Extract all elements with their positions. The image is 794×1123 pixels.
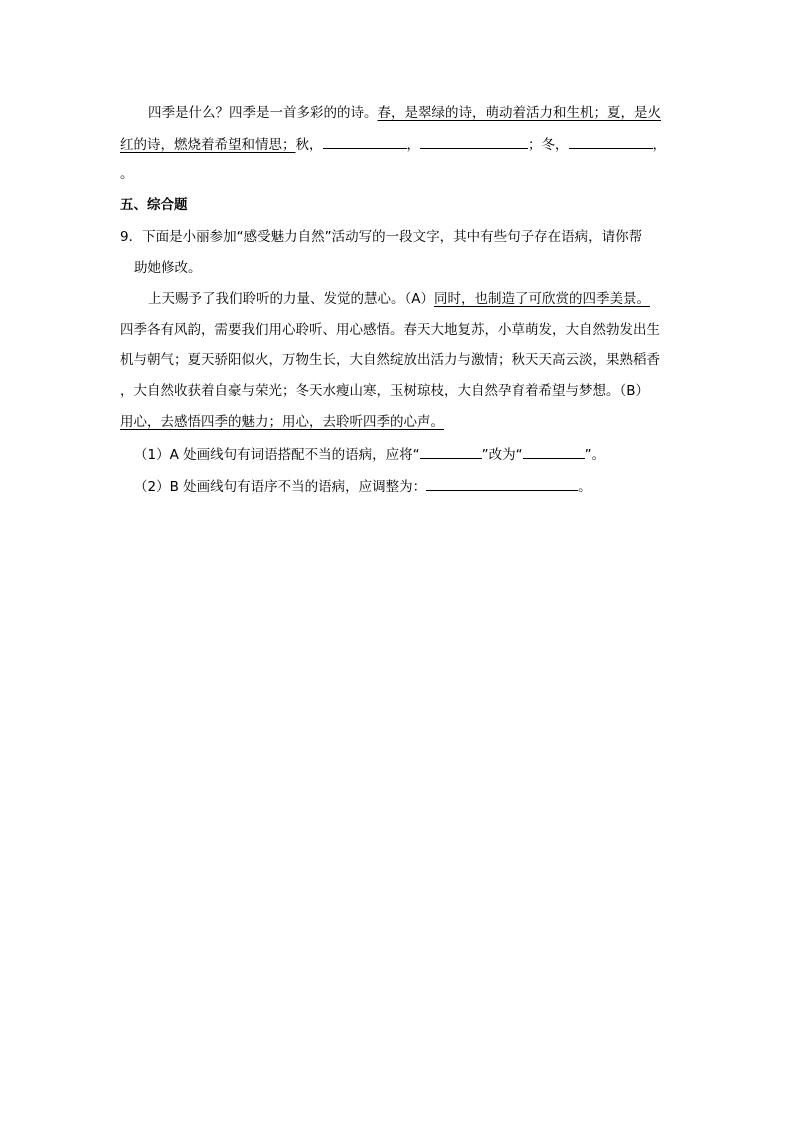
winter-blank[interactable] xyxy=(569,134,653,149)
sub2-lead: （2）B 处画线句有语序不当的语病，应调整为： xyxy=(134,479,427,495)
sub2-end: 。 xyxy=(578,479,592,495)
sub1-blank-original[interactable] xyxy=(420,444,482,459)
autumn-blank-2[interactable] xyxy=(420,134,528,149)
question-9-line-1 xyxy=(120,227,642,247)
sub1-end: ”。 xyxy=(584,447,606,463)
sub1-mid: ”改为“ xyxy=(481,447,523,463)
poem-winter-label: ；冬， xyxy=(528,137,569,153)
passage-line-2: 四季各有风韵，需要我们用心聆听、用心感悟。春天大地复苏，小草萌发，大自然勃发出生 xyxy=(120,322,660,338)
poem-comma: ， xyxy=(406,137,420,153)
poem-summer-underlined: 红的诗，燃烧着希望和情思； xyxy=(120,137,296,153)
poem-line-1 xyxy=(148,103,661,123)
poem-line-3 xyxy=(120,164,134,184)
sub1-blank-corrected[interactable] xyxy=(523,444,585,459)
passage-line-3: 机与朝气；夏天骄阳似火，万物生长，大自然绽放出活力与激情；秋天天高云淡，果熟稻香 xyxy=(120,352,660,368)
question-number: 9． xyxy=(120,229,143,245)
sub2-blank[interactable] xyxy=(426,476,578,491)
sentence-b-underlined: 用心，去感悟四季的魅力；用心，去聆听四季的心声。 xyxy=(120,414,444,430)
autumn-blank-1[interactable] xyxy=(323,134,407,149)
passage-lead: 上天赐予了我们聆听的力量、发觉的慧心。（A） xyxy=(148,291,434,307)
section-title: 五、综合题 xyxy=(120,197,188,213)
poem-line2-end: ， xyxy=(652,137,666,153)
question-prompt-2: 助她修改。 xyxy=(134,260,202,276)
poem-line-2 xyxy=(120,134,666,154)
poem-spring-underlined: 春，是翠绿的诗，萌动着活力和生机；夏，是火 xyxy=(377,105,661,121)
sub-question-2 xyxy=(134,476,592,496)
passage-line-4: ，大自然收获着自豪与荣光；冬天水瘦山寒，玉树琼枝，大自然孕育着希望与梦想。（B） xyxy=(120,383,650,399)
sub1-lead: （1）A 处画线句有词语搭配不当的语病，应将“ xyxy=(134,447,420,463)
passage-line-1 xyxy=(148,289,650,309)
poem-lead: 四季是什么？四季是一首多彩的的诗。 xyxy=(148,105,378,121)
sentence-a-underlined: 同时，也制造了可欣赏的四季美景。 xyxy=(434,291,650,307)
question-prompt-1: 下面是小丽参加“感受魅力自然”活动写的一段文字，其中有些句子存在语病，请你帮 xyxy=(142,229,643,245)
passage-line-5 xyxy=(120,412,444,432)
poem-autumn-label: 秋， xyxy=(295,137,323,153)
poem-period: 。 xyxy=(120,166,134,182)
sub-question-1 xyxy=(134,444,605,464)
